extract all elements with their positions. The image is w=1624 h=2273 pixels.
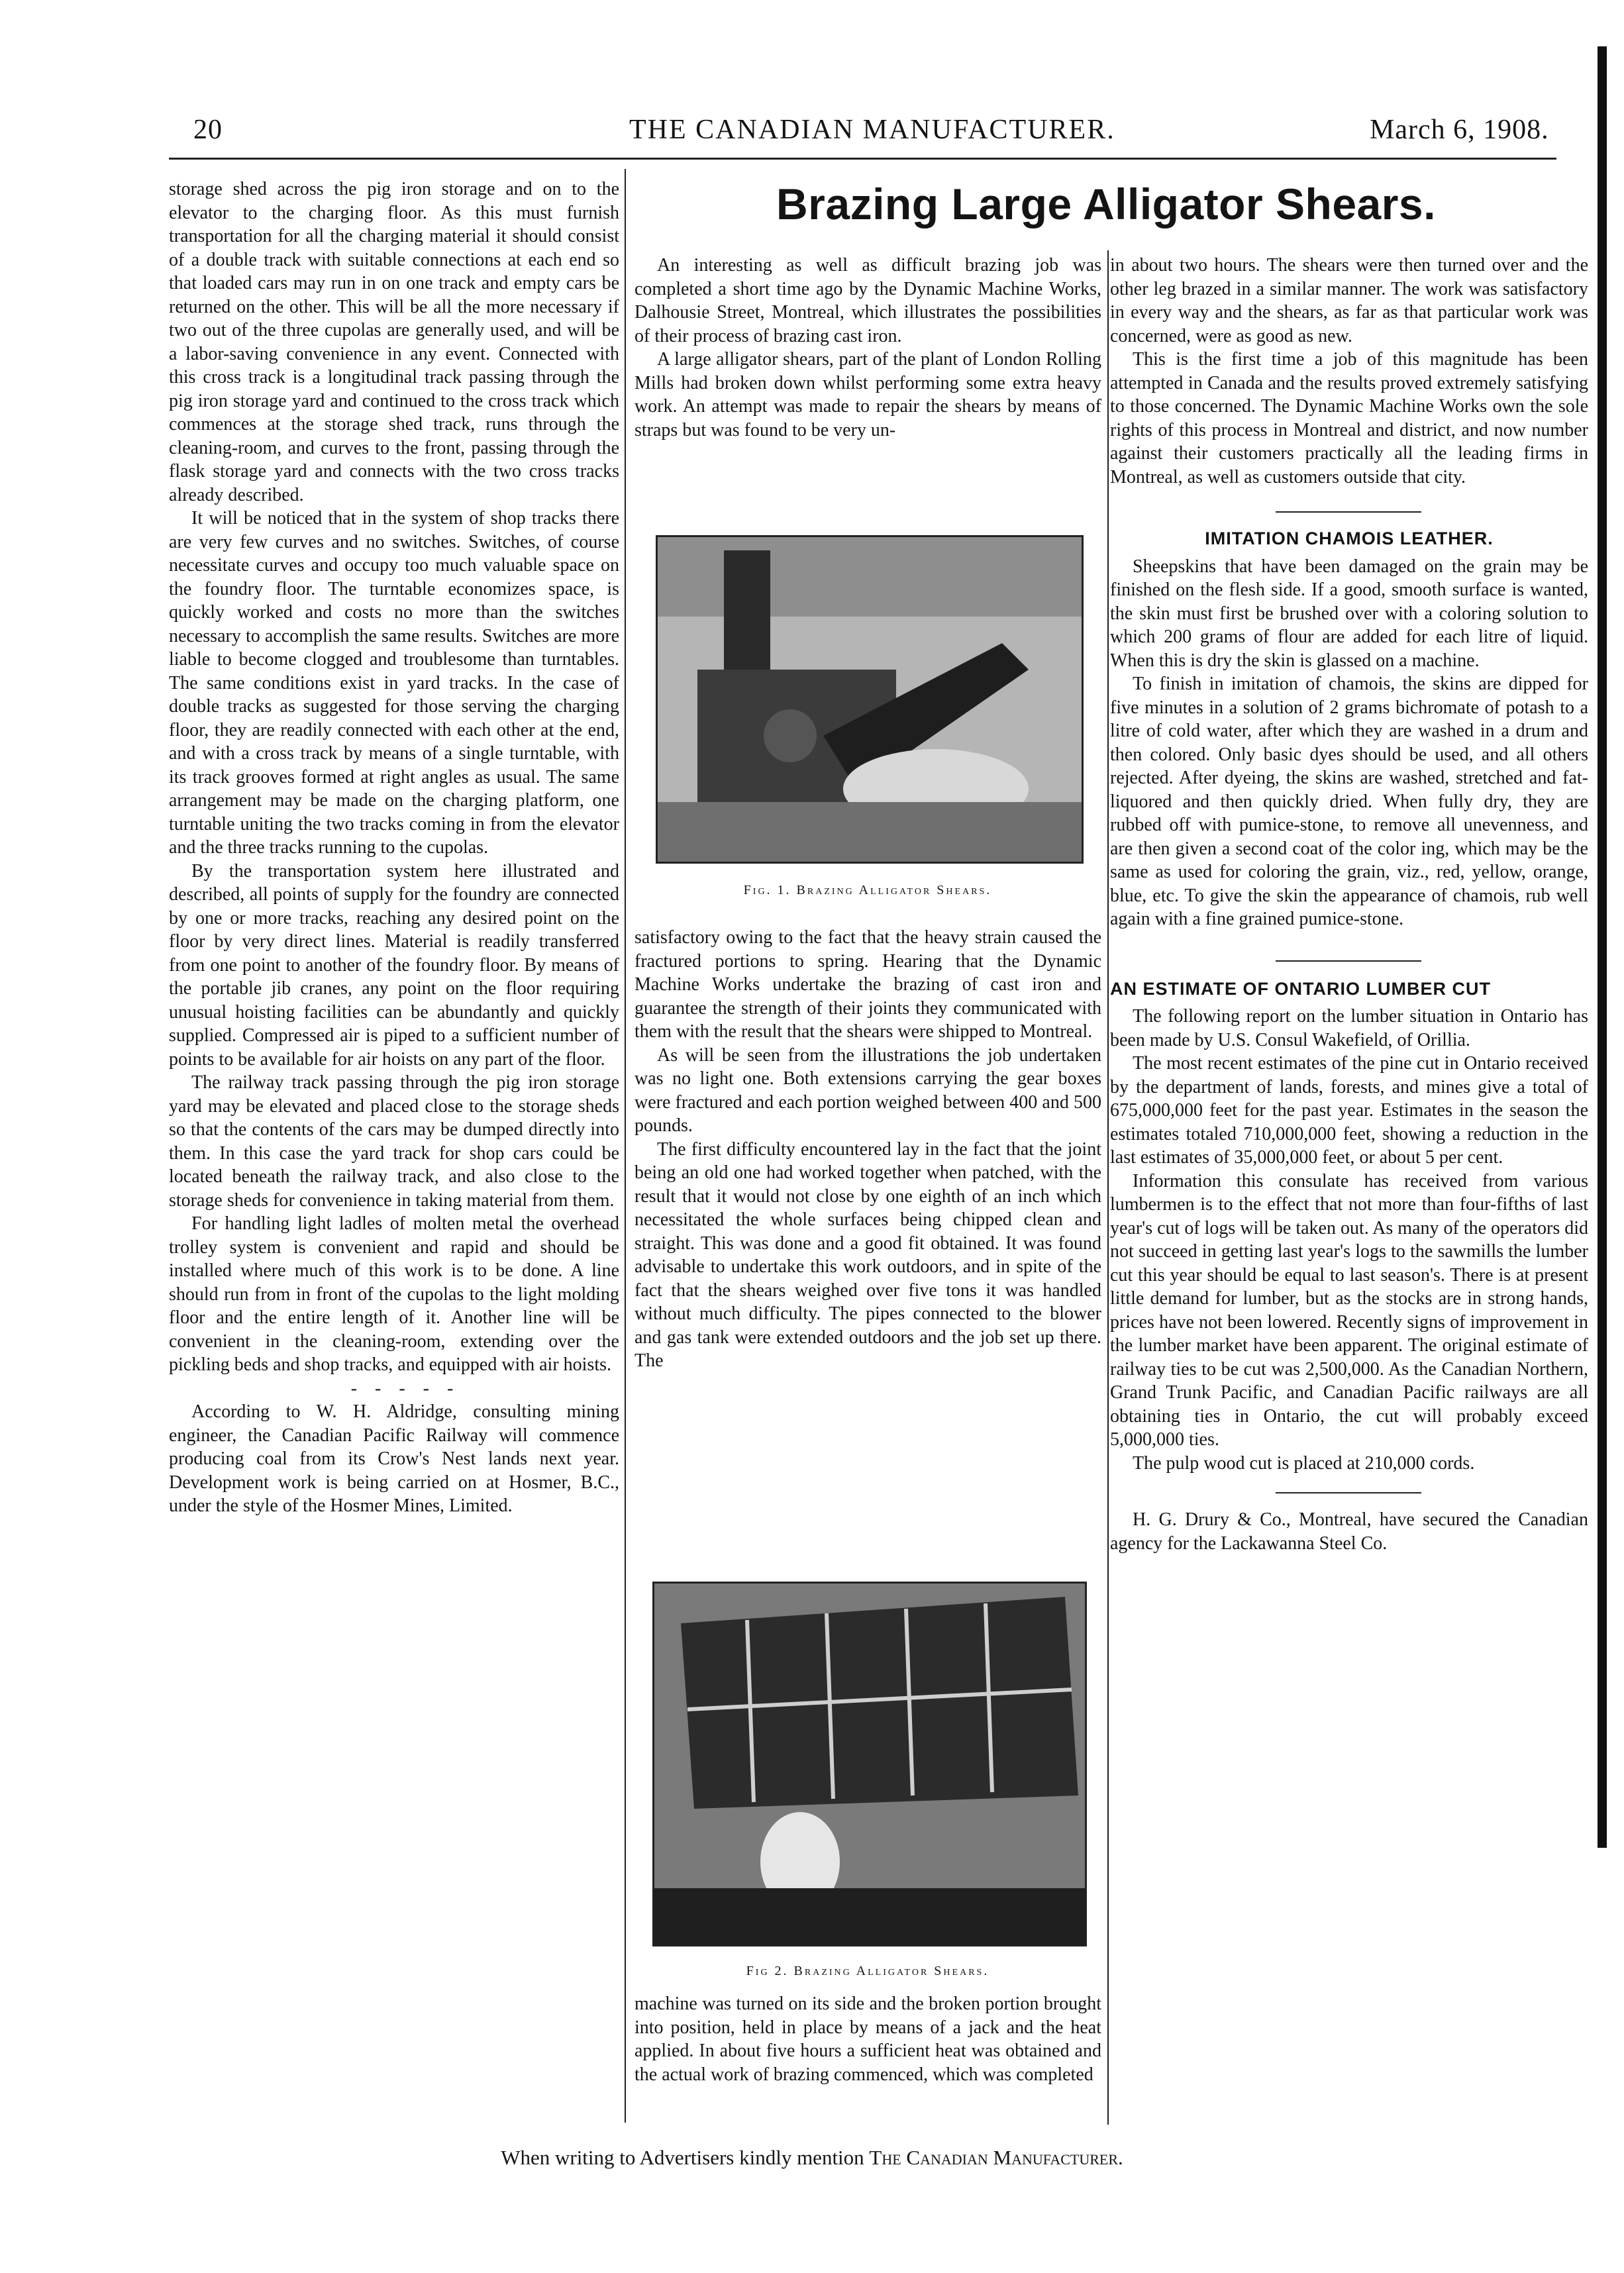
paragraph: For handling light ladles of molten metal the overhead trolley system is convenient and rapid and should be installed where much of this work is to be done. A line should run from in front of the cupolas to the light molding floor and the entire length of it. Another line will be convenient in the cleaning-room, extending over the pickling beds and shop tracks, and equipped with air hoists. (169, 1213, 619, 1375)
lumber-heading: AN ESTIMATE OF ONTARIO LUMBER CUT (1110, 978, 1491, 999)
figure-1-photo (656, 535, 1084, 864)
section-rule (1276, 1492, 1421, 1493)
issue-date: March 6, 1908. (1370, 115, 1549, 145)
paragraph: Information this consulate has received from various lumbermen is to the effect that not more than four-fifths of last year's cut of logs will be taken out. As many of the operators did not succeed in getting last year's logs to the sawmills the lumber cut this year should be equal to last season's. There is at present little demand for lumber, but as the stocks are in strong hands, prices have not been lowered. Recently signs of improvement in the lumber market have been apparent. The original estimate of railway ties to be cut was 2,500,000. As the Canadian Northern, Grand Trunk Pacific, and Canadian Pacific railways are all obtaining ties in Ontario, the cut will probably exceed 5,000,000 ties. (1110, 1170, 1588, 1450)
column-3 (1110, 254, 1588, 1555)
paragraph: An interesting as well as difficult brazing job was completed a short time ago by the Dynamic Machine Works, Dalhousie Street, Montreal, which illustrates the possibilities of their process of brazing cast iron. (634, 255, 1101, 346)
paragraph: The following report on the lumber situation in Ontario has been made by U.S. Consul Wakefield, of Orillia. (1110, 1006, 1588, 1050)
paragraph: The most recent estimates of the pine cut in Ontario received by the department of lands, forests, and mines give a total of 675,000,000 feet for the past year. Estimates in the season the estimates totaled 710,000,000 feet, showing a reduction in the last estimates of 35,000,000 feet, or about 5 per cent. (1110, 1053, 1588, 1168)
paragraph: By the transportation system here illustrated and described, all points of supply for the foundry are connected by one or more tracks, reaching any desired point on the floor by very direct lines. Material is readily transferred from one point to another of the foundry floor. By means of the portable jib cranes, any point on the floor requiring unusual hoisting facilities can be abundantly and quickly supplied. Compressed air is piped to a sufficient number of points to be available for air hoists on any part of the floor. (169, 860, 619, 1070)
alligator-shears-illustration (658, 537, 1082, 862)
separator: - - - - - (350, 1378, 460, 1399)
page-number: 20 (193, 115, 223, 145)
paragraph: Sheepskins that have been damaged on the grain may be finished on the flesh side. If a good, smooth surface is wanted, the skin must first be brushed over with a coloring solution to which 200 grams of flour are added for each litre of liquid. When this is dry the skin is glassed on a machine. (1110, 556, 1588, 671)
section-rule (1276, 960, 1421, 962)
brazing-col2-bottom (634, 1992, 1101, 2086)
paragraph: The pulp wood cut is placed at 210,000 cords. (1133, 1452, 1475, 1474)
section-rule (1276, 511, 1421, 513)
paragraph: satisfactory owing to the fact that the heavy strain caused the fractured portions to spring. Hearing that the Dynamic Machine Works undertake the brazing of cast iron and guarantee the strength of their joints they communicated with them with the result that the shears were shipped to Montreal. (634, 927, 1101, 1042)
publication-title: THE CANADIAN MANUFACTURER. (629, 115, 1115, 145)
paragraph: To finish in imitation of chamois, the skins are dipped for five minutes in a solution of 2 grams bichromate of potash to a litre of cold water, after which they are washed in a drum and then colored. Only basic dyes should be used, and all others rejected. After dyeing, the skins are washed, stretched and fat-liquored and then quickly dried. When fully dry, they are rubbed off with pumice-stone, to remove all unevenness, and are then given a second coat of the color ing, which may be the same as used for coloring the grain, viz., red, yellow, orange, blue, etc. To give the skin the appearance of chamois, rub well again with a fine grained pumice-stone. (1110, 674, 1588, 929)
paragraph: storage shed across the pig iron storage and on to the elevator to the charging floor. As this must furnish transportation for all the charging material it should consist of a double track with suitable connections at each end so that loaded cars may run in on one track and empty cars be returned on the other. This will be all the more necessary if two out of the three cupolas are generally used, and will be a labor-saving convenience in any event. Connected with this cross track is a longitudinal track passing through the pig iron storage yard and continued to the cross track which commences at the storage shed track, runs through the cleaning-room, and curves to the front, passing through the flask storage yard and connects with the two cross tracks already described. (169, 179, 619, 505)
paragraph: A large alligator shears, part of the plant of London Rolling Mills had broken down whilst performing some extra heavy work. An attempt was made to repair the shears by means of straps but was found to be very un- (634, 349, 1101, 440)
column-foundry-article (169, 177, 619, 1518)
brazing-col2-mid (634, 926, 1101, 1373)
column-rule-1 (625, 169, 626, 2123)
column-rule-2 (1107, 250, 1109, 2125)
scan-edge (1598, 46, 1607, 1848)
paragraph: in about two hours. The shears were then turned over and the other leg brazed in a similar manner. The work was satisfactory in every way and the shears, as far as that particular work was concerned, were as good as new. (1110, 255, 1588, 346)
paragraph: This is the first time a job of this magnitude has been attempted in Canada and the results proved extremely satisfying to those concerned. The Dynamic Machine Works own the sole rights of this process in Montreal and district, and now number against their customers practically all the leading firms in Montreal, as well as customers outside that city. (1110, 349, 1588, 487)
agency-note: H. G. Drury & Co., Montreal, have secured the Canadian agency for the Lackawanna Steel Co. (1110, 1509, 1588, 1554)
figure-2-caption: Fig 2. Brazing Alligator Shears. (746, 1964, 990, 1978)
header-rule (169, 158, 1556, 160)
paragraph: It will be noticed that in the system of shop tracks there are very few curves and no switches. Switches, of course necessitate curves and occupy too much valuable space on the foundry floor. The turntable economizes space, is quickly worked and costs no more than the switches necessary to accomplish the same results. Switches are more liable to become clogged and troublesome than turntables. The same conditions exist in yard tracks. In the case of double tracks as suggested for those serving the charging floor, they are readily connected with each other at the end, and with a cross track by means of a single turntable, with its track grooves formed at right angles as usual. The same arrangement may be made on the charging platform, one turntable uniting the two tracks coming in from the elevator and the three tracks running to the cupolas. (169, 508, 619, 858)
paragraph: The railway track passing through the pig iron storage yard may be elevated and placed close to the storage sheds so that the contents of the cars may be dumped directly into them. In this case the yard track for shop cars could be located beneath the railway track, and also close to the storage sheds for convenience in taking material from them. (169, 1072, 619, 1211)
figure-2-photo (652, 1582, 1087, 1946)
article-headline: Brazing Large Alligator Shears. (776, 179, 1436, 228)
footer-text: When writing to Advertisers kindly mention (501, 2146, 870, 2169)
paragraph: As will be seen from the illustrations the job undertaken was no light one. Both extensions carrying the gear boxes were fractured and each portion weighed between 400 and 500 pounds. (634, 1044, 1101, 1136)
brazing-setup-illustration (654, 1584, 1085, 1945)
advertiser-footer (0, 2146, 1624, 2170)
footer-publication: The Canadian Manufacturer. (869, 2146, 1123, 2169)
brazing-col2-top (634, 254, 1101, 442)
chamois-heading: IMITATION CHAMOIS LEATHER. (1205, 529, 1494, 548)
paragraph: machine was turned on its side and the broken portion brought into position, held in place by means of a jack and the heat applied. In about five hours a sufficient heat was obtained and the actual work of brazing commenced, which was completed (634, 1994, 1101, 2085)
figure-1-caption: Fig. 1. Brazing Alligator Shears. (743, 883, 992, 897)
coal-note: According to W. H. Aldridge, consulting mining engineer, the Canadian Pacific Railway will commence producing coal from its Crow's Nest lands next year. Development work is being carried on at Hosmer, B.C., under the style of the Hosmer Mines, Limited. (169, 1401, 619, 1516)
paragraph: The first difficulty encountered lay in the fact that the joint being an old one had worked together when patched, with the result that it would not close by one eighth of an inch which necessitated the whole surfaces being chipped clean and straight. This was done and a good fit obtained. It was found advisable to undertake this work outdoors, and in spite of the fact that the shears weighed over five tons it was handled without much difficulty. The pipes connected to the blower and gas tank were extended outdoors and the job set up there. The (634, 1138, 1101, 1371)
